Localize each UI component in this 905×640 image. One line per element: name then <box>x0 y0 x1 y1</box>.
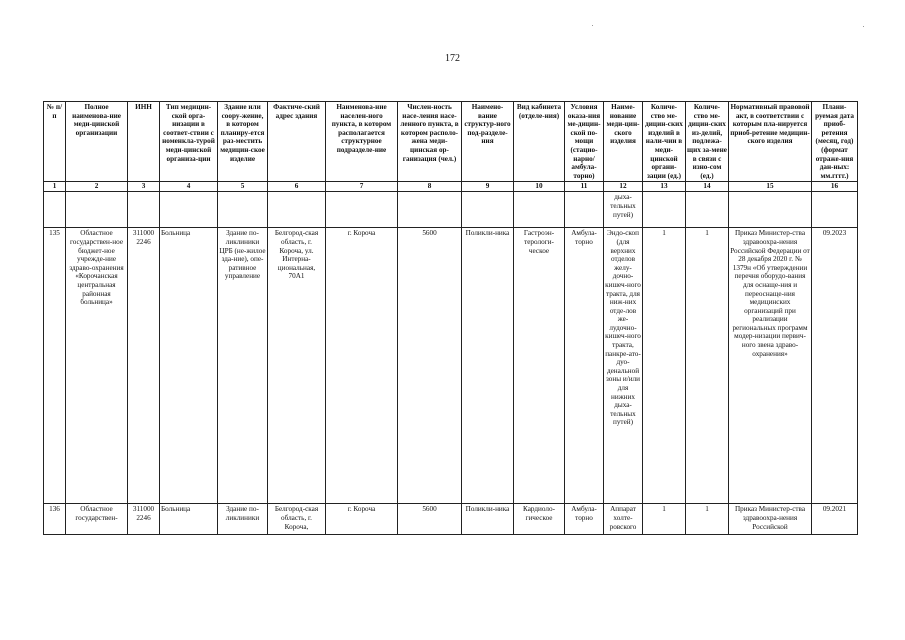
replace-quantity-cell: 1 <box>686 504 729 535</box>
column-number: 3 <box>128 182 160 192</box>
header-row <box>44 102 858 182</box>
column-number: 11 <box>565 182 604 192</box>
org-type-cell: Больница <box>160 228 218 504</box>
settlement-cell: г. Короча <box>326 504 398 535</box>
population-cell: 5600 <box>398 228 462 504</box>
org-type-cell: Больница <box>160 504 218 535</box>
unit-cell: Поликли-ника <box>462 504 514 535</box>
column-number: 14 <box>686 182 729 192</box>
header-cell: Здание или соору-жение, в котором планиру-ется раз-местить медицин-ское изделие <box>218 102 268 182</box>
header-cell: Тип медицин-ской орга-низации в соответ-ствии с номенкла-турой меди-цинской организа-ции <box>160 102 218 182</box>
population-cell: 5600 <box>398 504 462 535</box>
row-number-cell: 135 <box>44 228 66 504</box>
legal-act-cell: Приказ Министер-ства здравоохра-нения Российской <box>729 504 812 535</box>
column-number: 4 <box>160 182 218 192</box>
header-cell: Наиме-нование меди-цин-ского изделия <box>604 102 643 182</box>
header-cell: Полное наименова-ние меди-цинской организации <box>66 102 128 182</box>
header-cell: Наимено-вание структур-ного под-разделе-ния <box>462 102 514 182</box>
organization-cell: Областное государствен-ное бюджет-ное учрежде-ние здраво-охранения «Корочанская центральная районная больница» <box>66 228 128 504</box>
cabinet-cell: Гастроэн-терологи-ческое <box>514 228 565 504</box>
scan-speck <box>863 26 864 27</box>
table-row <box>44 504 858 535</box>
column-number: 5 <box>218 182 268 192</box>
page-number: 172 <box>445 53 460 64</box>
header-cell: Количе-ство ме-дицин-ских из-делий, подлежа-щих за-мене в связи с изно-сом (ед.) <box>686 102 729 182</box>
address-cell: Белгород-ская область, г. Короча, <box>268 504 326 535</box>
column-number-row <box>44 182 858 192</box>
address-cell: Белгород-ская область, г. Короча, ул. Интерна-циональная, 70А1 <box>268 228 326 504</box>
medical-equipment-table <box>43 101 858 535</box>
header-cell: Числен-ность насе-ления насе-ленного пункта, в котором располо-жена меди-цинская ор-ганизация (чел.) <box>398 102 462 182</box>
conditions-cell: Амбула-торно <box>565 504 604 535</box>
header-cell: Условия оказа-ния ме-дицин-ской по-мощи (стацио-нарно/ амбула-торно) <box>565 102 604 182</box>
inn-cell: 311000 2246 <box>128 228 160 504</box>
column-number: 7 <box>326 182 398 192</box>
header-cell: Наименова-ние населен-ного пункта, в котором располагается структурное подразделе-ние <box>326 102 398 182</box>
building-cell: Здание по-ликлиники ЦРБ (не-жилое зда-ние), опе-ративное управление <box>218 228 268 504</box>
quantity-cell: 1 <box>643 228 686 504</box>
inn-cell: 311000 2246 <box>128 504 160 535</box>
row-number-cell: 136 <box>44 504 66 535</box>
column-number: 6 <box>268 182 326 192</box>
continuation-row <box>44 192 858 228</box>
settlement-cell: г. Короча <box>326 228 398 504</box>
building-cell: Здание по-ликлиники <box>218 504 268 535</box>
header-cell: Вид кабинета (отделе-ния) <box>514 102 565 182</box>
organization-cell: Областное государствен- <box>66 504 128 535</box>
cabinet-cell: Кардиоло-гическое <box>514 504 565 535</box>
conditions-cell: Амбула-торно <box>565 228 604 504</box>
purchase-date-cell: 09.2023 <box>812 228 858 504</box>
column-number: 1 <box>44 182 66 192</box>
device-cell: Эндо-скоп (для верхних отделов желу-дочно-кишеч-ного тракта, для ниж-них отде-лов же-лудочно-кишеч-ного тракта, панкре-ато-дуо-денальной зоны и/или для нижних дыха-тельных путей) <box>604 228 643 504</box>
table-row <box>44 228 858 504</box>
column-number: 15 <box>729 182 812 192</box>
scan-speck <box>592 25 593 26</box>
device-cell: дыха-тельных путей) <box>604 192 643 228</box>
header-cell: Нормативный правовой акт, в соответствии с которым пла-нируется приоб-ретение медицин-ского изделия <box>729 102 812 182</box>
column-number: 2 <box>66 182 128 192</box>
purchase-date-cell: 09.2021 <box>812 504 858 535</box>
column-number: 9 <box>462 182 514 192</box>
column-number: 16 <box>812 182 858 192</box>
column-number: 12 <box>604 182 643 192</box>
column-number: 13 <box>643 182 686 192</box>
header-cell: № п/п <box>44 102 66 182</box>
header-cell: ИНН <box>128 102 160 182</box>
legal-act-cell: Приказ Министер-ства здравоохра-нения Российской Федерации от 28 декабря 2020 г. № 1379н «Об утверждении перечня оборудо-вания для оснаще-ния и переоснаще-ния медицинских организаций при реализации региональных программ модер-низации первич-ного звена здраво-охранения» <box>729 228 812 504</box>
quantity-cell: 1 <box>643 504 686 535</box>
column-number: 8 <box>398 182 462 192</box>
header-cell: Плани-руемая дата приоб-ретения (месяц, год) (формат отраже-ния дан-ных: мм.гггг.) <box>812 102 858 182</box>
device-cell: Аппарат холте-ровского <box>604 504 643 535</box>
header-cell: Фактиче-ский адрес здания <box>268 102 326 182</box>
header-cell: Количе-ство ме-дицин-ских изделий в нали-чии в меди-цинской органи-зации (ед.) <box>643 102 686 182</box>
column-number: 10 <box>514 182 565 192</box>
replace-quantity-cell: 1 <box>686 228 729 504</box>
unit-cell: Поликли-ника <box>462 228 514 504</box>
